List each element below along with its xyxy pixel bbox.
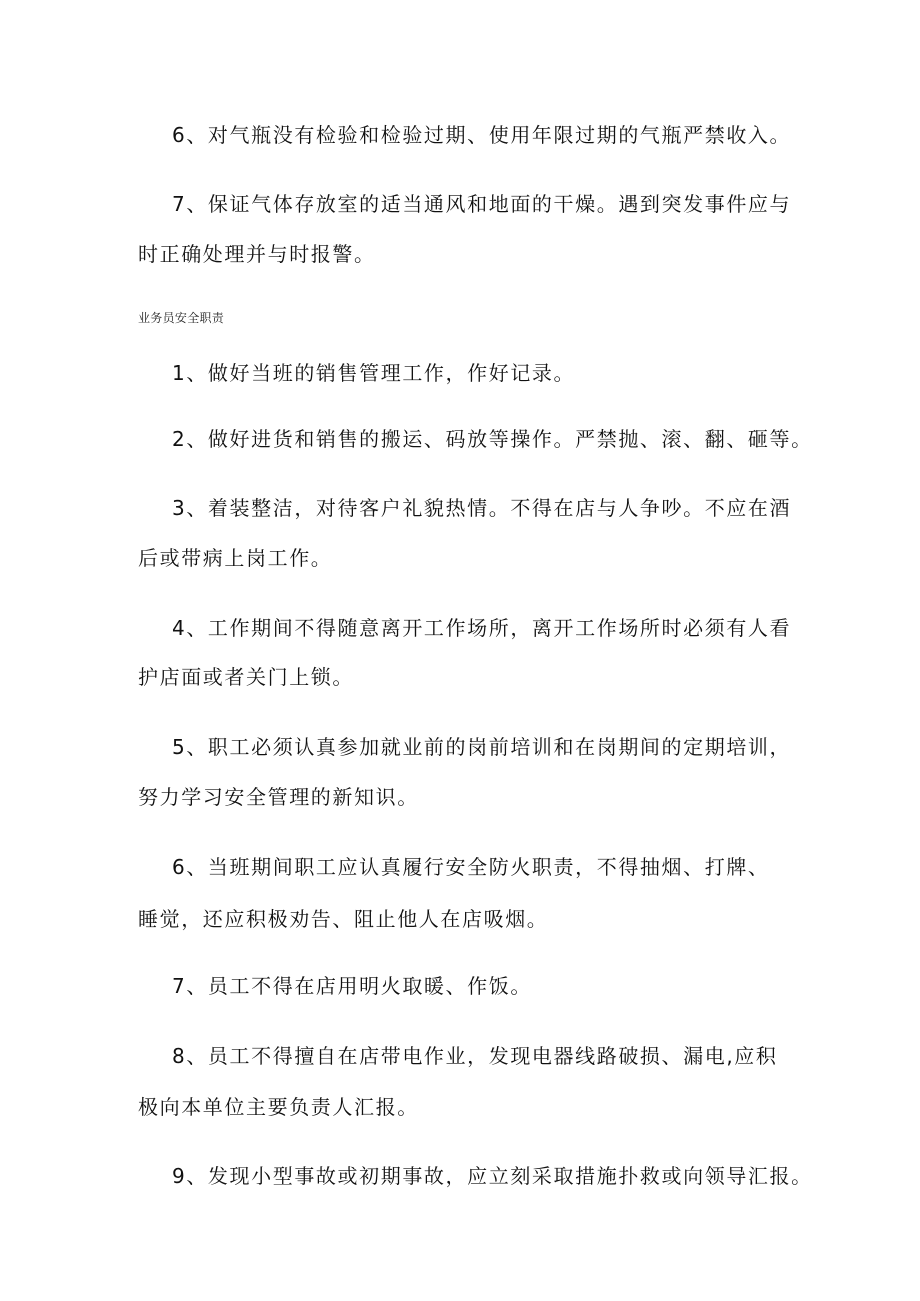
item-1-line-1: 1、做好当班的销售管理工作，作好记录。 bbox=[172, 361, 576, 385]
item-2-line-1: 2、做好进货和销售的搬运、码放等操作。严禁抛、滚、翻、砸等。 bbox=[172, 427, 813, 451]
item-8-line-2: 极向本单位主要负责人汇报。 bbox=[138, 1095, 419, 1119]
section-heading: 业务员安全职责 bbox=[138, 311, 225, 325]
intro-item-7-line-1: 7、保证气体存放室的适当通风和地面的干燥。遇到突发事件应与 bbox=[172, 192, 792, 216]
item-3-line-2: 后或带病上岗工作。 bbox=[138, 546, 333, 570]
item-9-line-1: 9、发现小型事故或初期事故，应立刻采取措施扑救或向领导汇报。 bbox=[172, 1164, 813, 1188]
item-8-line-1: 8、员工不得擅自在店带电作业，发现电器线路破损、漏电,应积 bbox=[172, 1044, 778, 1068]
item-7-line-1: 7、员工不得在店用明火取暖、作饭。 bbox=[172, 974, 532, 998]
item-5-line-2: 努力学习安全管理的新知识。 bbox=[138, 785, 419, 809]
item-4-line-2: 护店面或者关门上锁。 bbox=[138, 665, 354, 689]
item-6-line-1: 6、当班期间职工应认真履行安全防火职责，不得抽烟、打牌、 bbox=[172, 855, 770, 879]
intro-item-7-line-2: 时正确处理并与时报警。 bbox=[138, 242, 376, 266]
intro-item-6-line-1: 6、对气瓶没有检验和检验过期、使用年限过期的气瓶严禁收入。 bbox=[172, 123, 792, 147]
item-4-line-1: 4、工作期间不得随意离开工作场所，离开工作场所时必须有人看 bbox=[172, 616, 792, 640]
item-5-line-1: 5、职工必须认真参加就业前的岗前培训和在岗期间的定期培训， bbox=[172, 735, 792, 759]
item-6-line-2: 睡觉，还应积极劝告、阻止他人在店吸烟。 bbox=[138, 907, 549, 931]
item-3-line-1: 3、着装整洁，对待客户礼貌热情。不得在店与人争吵。不应在酒 bbox=[172, 496, 792, 520]
